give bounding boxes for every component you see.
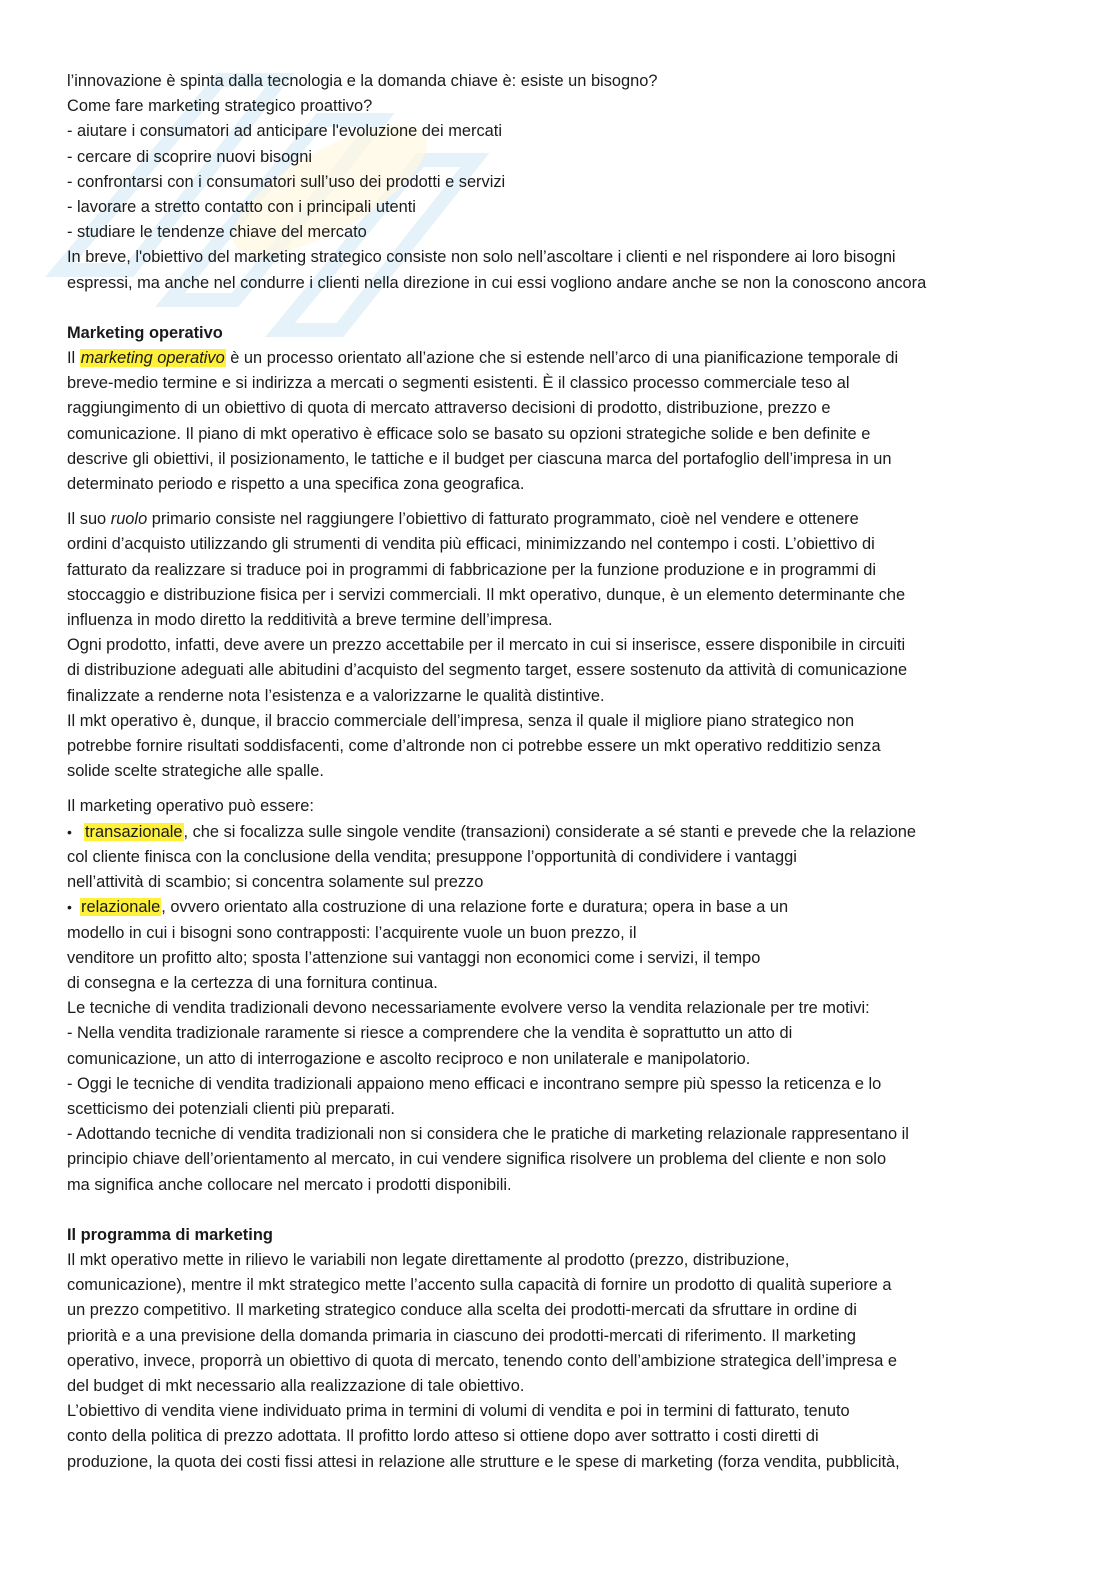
text-line: principio chiave dell’orientamento al mercato, in cui vendere significa risolvere un problema del cliente e non solo	[67, 1150, 887, 1169]
list-item: - cercare di scoprire nuovi bisogni	[67, 147, 313, 166]
text-line: comunicazione. Il piano di mkt operativo è efficace solo se basato su opzioni strategiche solide e ben definite e	[67, 424, 871, 443]
text-line: priorità e a una previsione della domanda primaria in ciascuno dei prodotti-mercati di riferimento. Il marketing	[67, 1326, 856, 1345]
highlighted-term: relazionale	[81, 898, 161, 917]
text-fragment: , ovvero orientato alla costruzione di una relazione forte e duratura; opera in base a un	[161, 898, 789, 917]
text-line: L’obiettivo di vendita viene individuato prima in termini di volumi di vendita e poi in termini di fatturato, tenuto	[67, 1402, 850, 1421]
highlighted-term: marketing operativo	[80, 349, 225, 368]
text-line: produzione, la quota dei costi fissi attesi in relazione alle strutture e le spese di marketing (forza vendita, pubblicità,	[67, 1452, 900, 1471]
highlighted-term: transazionale	[85, 822, 183, 841]
text-line: modello in cui i bisogni sono contrapposti: l’acquirente vuole un buon prezzo, il	[67, 923, 637, 942]
text-line: fatturato da realizzare si traduce poi in programmi di fabbricazione per la funzione produzione e in programmi di	[67, 560, 877, 579]
text-line: di consegna e la certezza di una fornitura continua.	[67, 973, 438, 992]
text-fragment: è un processo orientato all’azione che si estende nell’arco di una pianificazione temporale di	[225, 349, 899, 368]
bullet-item	[67, 820, 1057, 845]
text-line: operativo, invece, proporrà un obiettivo di quota di mercato, tenendo conto dell’ambizione strategica dell’impresa e	[67, 1351, 898, 1370]
text-line: - Oggi le tecniche di vendita tradizionali appaiono meno efficaci e incontrano sempre più spesso la reticenza e lo	[67, 1074, 882, 1093]
text-body	[67, 69, 1057, 1475]
text-line: potrebbe fornire risultati soddisfacenti, come d’altronde non ci potrebbe essere un mkt operativo redditizio senza	[67, 737, 881, 756]
text-line: In breve, l'obiettivo del marketing strategico consiste non solo nell’ascoltare i clienti e nel rispondere ai loro bisogni	[67, 248, 896, 267]
section-heading-marketing-operativo: Marketing operativo	[67, 323, 223, 342]
text-line: - Nella vendita tradizionale raramente si riesce a comprendere che la vendita è soprattutto un atto di	[67, 1024, 793, 1043]
text-fragment: Il	[67, 349, 80, 368]
text-line: Il marketing operativo può essere:	[67, 797, 314, 816]
text-line: espressi, ma anche nel condurre i clienti nella direzione in cui essi vogliono andare anche se non la conoscono ancora	[67, 273, 927, 292]
text-line	[67, 346, 1057, 371]
list-item: - confrontarsi con i consumatori sull’uso dei prodotti e servizi	[67, 172, 506, 191]
text-line: conto della politica di prezzo adottata. Il profitto lordo atteso si ottiene dopo aver sottratto i costi diretti di	[67, 1427, 819, 1446]
text-line: determinato periodo e rispetto a una specifica zona geografica.	[67, 475, 525, 494]
text-fragment: Il suo	[67, 510, 111, 529]
bullet-icon: •	[67, 899, 72, 916]
text-line: venditore un profitto alto; sposta l’attenzione sui vantaggi non economici come i servizi, il tempo	[67, 948, 761, 967]
text-line: l’innovazione è spinta dalla tecnologia e la domanda chiave è: esiste un bisogno?	[67, 72, 658, 90]
list-item: - aiutare i consumatori ad anticipare l'evoluzione dei mercati	[67, 122, 502, 141]
section-heading-programma-di-marketing: Il programma di marketing	[67, 1225, 273, 1244]
text-line: - Adottando tecniche di vendita tradizionali non si considera che le pratiche di marketing relazionale rappresentano il	[67, 1125, 909, 1144]
text-fragment: , che si focalizza sulle singole vendite (transazioni) considerate a sé stanti e prevede che la relazione	[183, 822, 917, 841]
text-line: Il mkt operativo è, dunque, il braccio commerciale dell’impresa, senza il quale il migliore piano strategico non	[67, 711, 855, 730]
text-line: scetticismo dei potenziali clienti più preparati.	[67, 1099, 395, 1118]
text-line: comunicazione), mentre il mkt strategico mette l’accento sulla capacità di fornire un prodotto di qualità superiore a	[67, 1276, 892, 1295]
text-line: Come fare marketing strategico proattivo?	[67, 97, 373, 116]
text-line: nell’attività di scambio; si concentra solamente sul prezzo	[67, 873, 484, 892]
text-line: comunicazione, un atto di interrogazione e ascolto reciproco e non unilaterale e manipolatorio.	[67, 1049, 751, 1068]
text-line: influenza in modo diretto la redditività a breve termine dell’impresa.	[67, 611, 553, 630]
text-line: breve-medio termine e si indirizza a mercati o segmenti esistenti. È il classico processo commerciale teso al	[67, 374, 850, 393]
text-fragment: primario consiste nel raggiungere l’obiettivo di fatturato programmato, cioè nel vendere e ottenere	[147, 510, 859, 529]
list-item: - studiare le tendenze chiave del mercato	[67, 223, 367, 242]
text-line: ordini d’acquisto utilizzando gli strumenti di vendita più efficaci, minimizzando nel contempo i costi. L’obiettivo di	[67, 535, 875, 554]
text-line: raggiungimento di un obiettivo di quota di mercato attraverso decisioni di prodotto, distribuzione, prezzo e	[67, 399, 831, 418]
text-line: un prezzo competitivo. Il marketing strategico conduce alla scelta dei prodotti-mercati da sfruttare in ordine di	[67, 1301, 857, 1320]
text-line: Il mkt operativo mette in rilievo le variabili non legate direttamente al prodotto (prezzo, distribuzione,	[67, 1250, 790, 1269]
text-line: stoccaggio e distribuzione fisica per i servizi commerciali. Il mkt operativo, dunque, è un elemento determinante che	[67, 585, 906, 604]
italic-term: ruolo	[110, 510, 148, 529]
text-line: finalizzate a renderne nota l’esistenza e a valorizzarne le qualità distintive.	[67, 686, 605, 705]
text-line: Ogni prodotto, infatti, deve avere un prezzo accettabile per il mercato in cui si inserisce, essere disponibile in circuiti	[67, 636, 906, 655]
bullet-item	[67, 895, 1057, 920]
text-line: Le tecniche di vendita tradizionali devono necessariamente evolvere verso la vendita relazionale per tre motivi:	[67, 999, 870, 1018]
text-line: ma significa anche collocare nel mercato i prodotti disponibili.	[67, 1175, 512, 1194]
text-line: solide scelte strategiche alle spalle.	[67, 762, 324, 781]
list-item: - lavorare a stretto contatto con i principali utenti	[67, 198, 416, 217]
text-line: col cliente finisca con la conclusione della vendita; presuppone l’opportunità di condividere i vantaggi	[67, 847, 797, 866]
text-line: descrive gli obiettivi, il posizionamento, le tattiche e il budget per ciascuna marca del portafoglio dell’impresa in un	[67, 449, 892, 468]
text-line: di distribuzione adeguati alle abitudini d’acquisto del segmento target, essere sostenuto da attività di comunicazione	[67, 661, 908, 680]
text-line	[67, 507, 1057, 532]
bullet-icon: •	[67, 823, 72, 840]
text-line: del budget di mkt necessario alla realizzazione di tale obiettivo.	[67, 1376, 525, 1395]
